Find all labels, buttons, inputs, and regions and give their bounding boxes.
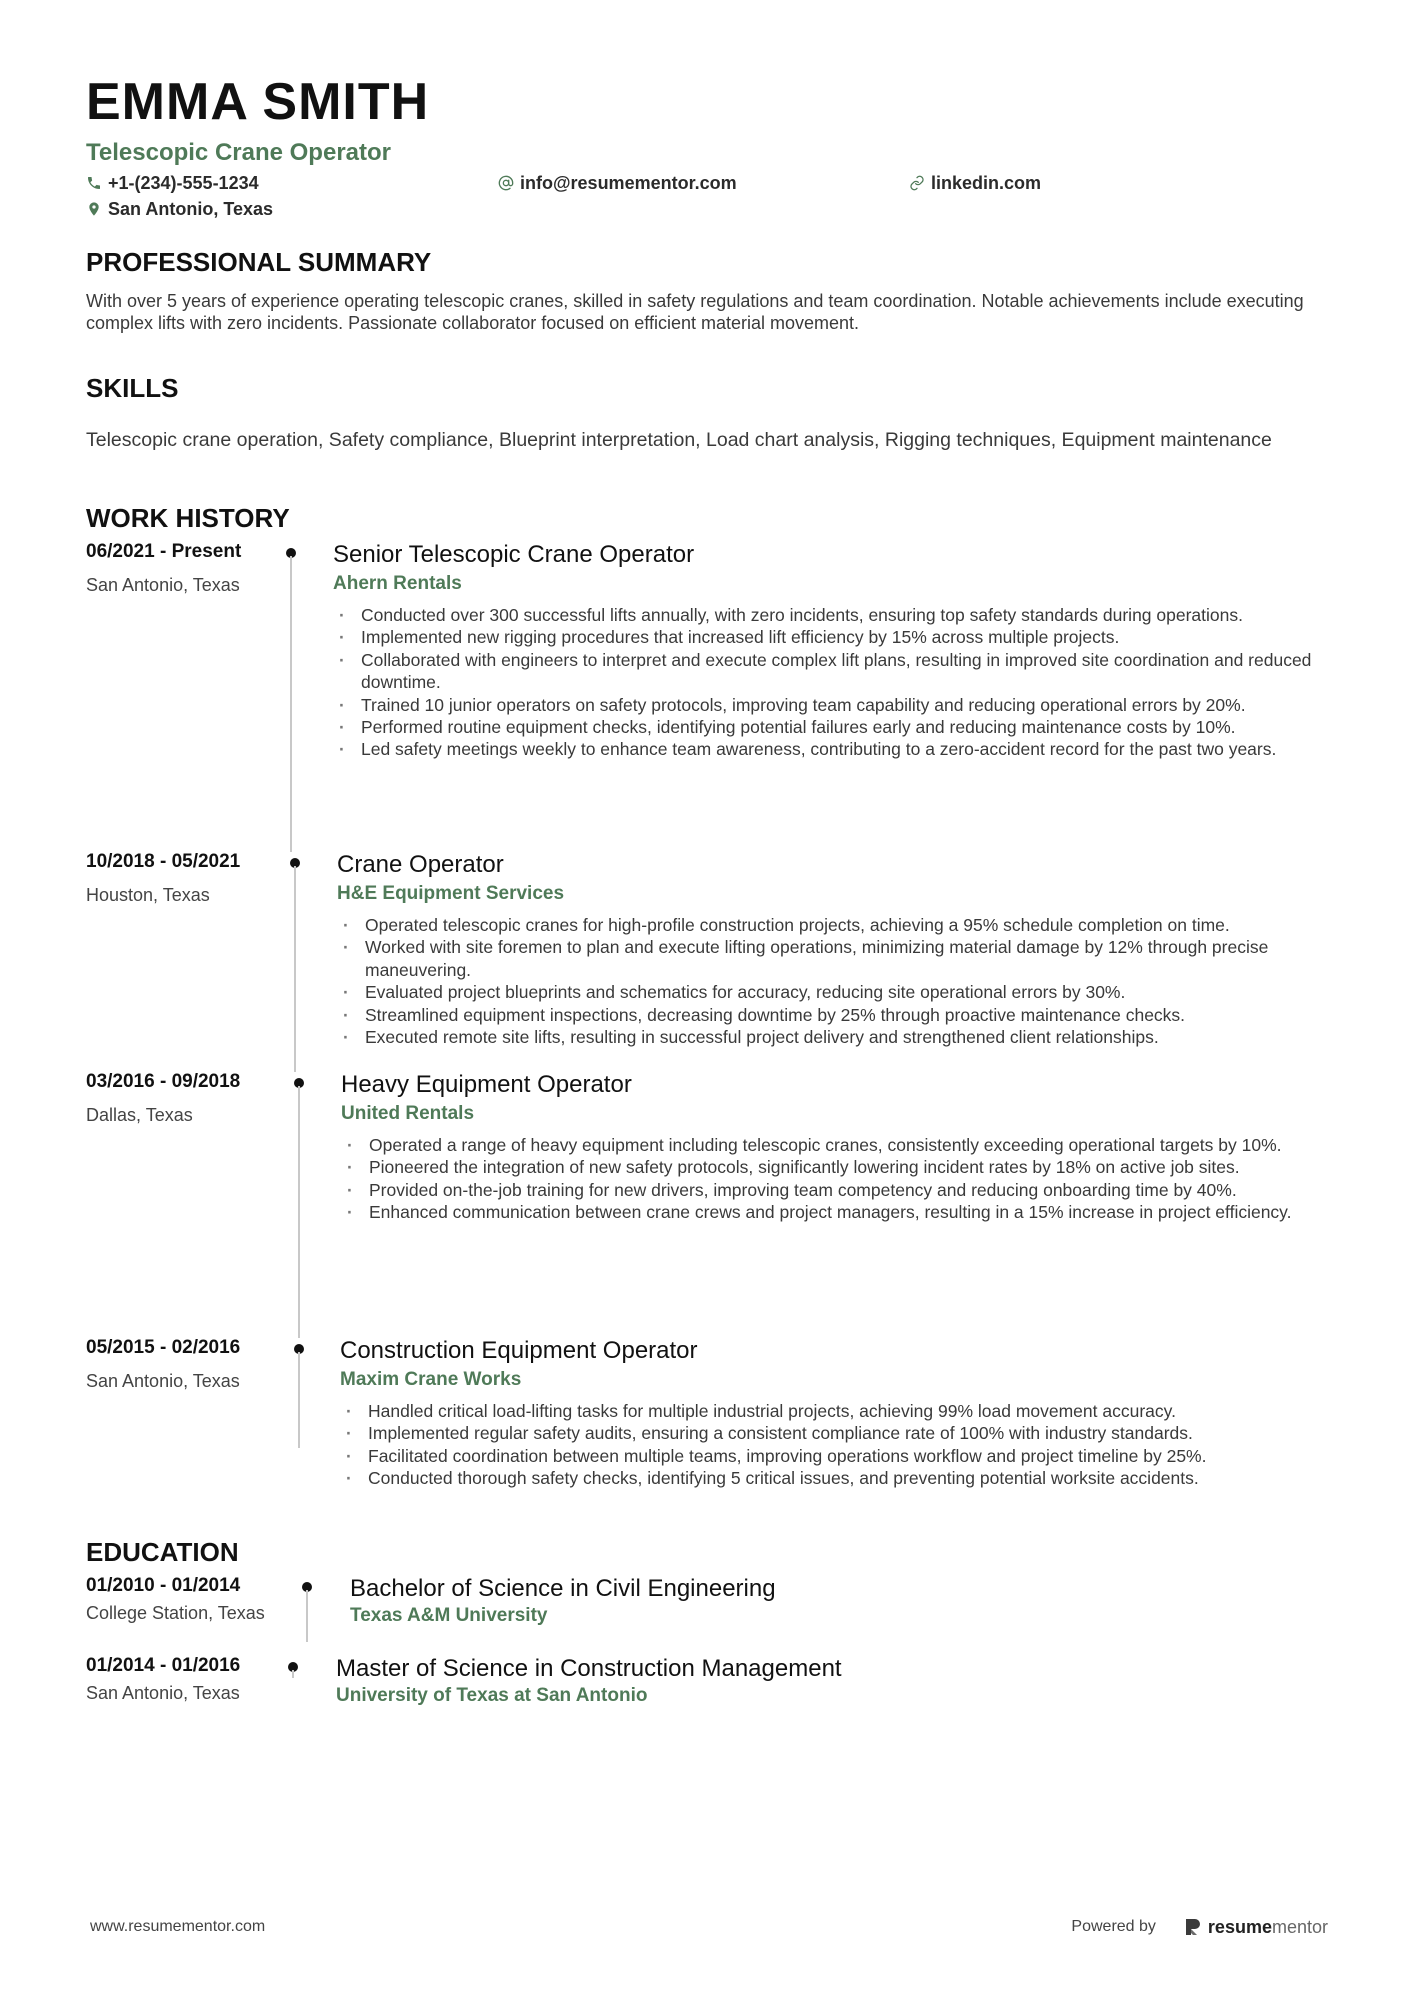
list-item: · Conducted over 300 successful lifts annually, with zero incidents, ensuring top safety standards during operations. — [333, 604, 1333, 626]
list-item: · Worked with site foremen to plan and execute lifting operations, minimizing material damage by 12% through precise maneuvering. — [337, 936, 1337, 981]
work-date: 03/2016 - 09/2018 — [86, 1071, 241, 1092]
timeline-line — [294, 866, 296, 1072]
work-location: Dallas, Texas — [86, 1105, 193, 1125]
list-item: · Operated a range of heavy equipment including telescopic cranes, consistently exceeding operational targets by 10%. — [341, 1134, 1341, 1156]
linkedin-link[interactable]: linkedin.com — [931, 173, 1042, 193]
summary-text: With over 5 years of experience operating telescopic cranes, skilled in safety regulations and team coordination. Notable achievements include executing complex lifts with zero incidents. Passionate collaborator focused on efficient material movement. — [86, 291, 1304, 333]
school-name: University of Texas at San Antonio — [336, 1685, 648, 1706]
work-entry — [86, 850, 1328, 1070]
achievement-list — [333, 604, 1333, 761]
degree-title: Master of Science in Construction Management — [336, 1655, 842, 1682]
achievement-list — [337, 914, 1337, 1048]
work-entry — [86, 1070, 1328, 1336]
skills-heading: SKILLS — [86, 373, 179, 403]
powered-by-label: Powered by — [1071, 1918, 1156, 1935]
footer-branding — [1071, 1916, 1328, 1938]
education-location: College Station, Texas — [86, 1603, 265, 1623]
location-contact — [86, 198, 273, 220]
skills-section — [86, 372, 1328, 452]
list-item: · Led safety meetings weekly to enhance team awareness, contributing to a zero-accident record for the past two years. — [333, 738, 1333, 760]
list-item: · Evaluated project blueprints and schematics for accuracy, reducing site operational errors by 30%. — [337, 981, 1337, 1003]
summary-heading: PROFESSIONAL SUMMARY — [86, 247, 432, 277]
company-name: H&E Equipment Services — [337, 883, 565, 904]
at-sign-icon — [498, 175, 514, 191]
company-name: Ahern Rentals — [333, 573, 462, 594]
email-contact[interactable] — [498, 172, 737, 194]
education-location: San Antonio, Texas — [86, 1683, 240, 1703]
list-item: · Conducted thorough safety checks, identifying 5 critical issues, and preventing potential worksite accidents. — [340, 1467, 1340, 1489]
timeline-line — [290, 556, 292, 852]
list-item: · Handled critical load-lifting tasks for multiple industrial projects, achieving 99% load movement accuracy. — [340, 1400, 1340, 1422]
timeline-line — [306, 1590, 308, 1642]
school-name: Texas A&M University — [350, 1605, 548, 1626]
list-item: · Collaborated with engineers to interpret and execute complex lift plans, resulting in improved site coordination and reduced downtime. — [333, 649, 1333, 694]
brand-name-light: mentor — [1271, 1917, 1328, 1937]
timeline-line — [298, 1352, 300, 1448]
work-location: San Antonio, Texas — [86, 1371, 240, 1391]
list-item: · Trained 10 junior operators on safety protocols, improving team capability and reducing operational errors by 20%. — [333, 694, 1333, 716]
phone-contact — [86, 172, 259, 194]
phone-icon — [86, 175, 102, 191]
list-item: · Streamlined equipment inspections, decreasing downtime by 25% through proactive maintenance checks. — [337, 1004, 1337, 1026]
timeline-line — [298, 1086, 300, 1338]
degree-title: Bachelor of Science in Civil Engineering — [350, 1575, 776, 1602]
list-item: · Implemented regular safety audits, ensuring a consistent compliance rate of 100% with industry standards. — [340, 1422, 1340, 1444]
work-entry — [86, 1336, 1328, 1528]
list-item: · Facilitated coordination between multiple teams, improving operations workflow and project timeline by 25%. — [340, 1445, 1340, 1467]
location-text: San Antonio, Texas — [108, 199, 274, 219]
list-item: · Enhanced communication between crane crews and project managers, resulting in a 15% increase in project efficiency. — [341, 1201, 1341, 1223]
education-section — [86, 1536, 1328, 1724]
brand-name-bold: resume — [1207, 1917, 1272, 1937]
linkedin-contact[interactable] — [909, 172, 1041, 194]
footer-website-link[interactable]: www.resumementor.com — [90, 1918, 266, 1935]
summary-section — [86, 246, 1328, 334]
company-name: United Rentals — [341, 1103, 475, 1124]
work-date: 10/2018 - 05/2021 — [86, 851, 241, 872]
work-history-heading: WORK HISTORY — [86, 503, 290, 533]
work-history-section — [86, 502, 1328, 1528]
list-item: · Pioneered the integration of new safety protocols, significantly lowering incident rates by 18% on active job sites. — [341, 1156, 1341, 1178]
achievement-list — [341, 1134, 1341, 1224]
list-item: · Provided on-the-job training for new drivers, improving team competency and reducing onboarding time by 40%. — [341, 1179, 1341, 1201]
contact-info — [86, 172, 1328, 222]
education-heading: EDUCATION — [86, 1537, 239, 1567]
education-entry — [86, 1654, 1328, 1724]
link-icon — [909, 175, 925, 191]
phone-number: +1-(234)-555-1234 — [108, 173, 259, 193]
candidate-role: Telescopic Crane Operator — [86, 139, 391, 166]
work-location: San Antonio, Texas — [86, 575, 240, 595]
list-item: · Performed routine equipment checks, identifying potential failures early and reducing maintenance costs by 10%. — [333, 716, 1333, 738]
job-title: Senior Telescopic Crane Operator — [333, 541, 695, 568]
work-date: 06/2021 - Present — [86, 541, 242, 562]
list-item: · Operated telescopic cranes for high-profile construction projects, achieving a 95% schedule completion on time. — [337, 914, 1337, 936]
work-entry — [86, 540, 1328, 850]
job-title: Construction Equipment Operator — [340, 1337, 698, 1364]
timeline-line — [292, 1670, 294, 1678]
brand-logo[interactable] — [1184, 1916, 1328, 1938]
education-date: 01/2014 - 01/2016 — [86, 1655, 241, 1676]
page-footer — [90, 1916, 1328, 1946]
work-location: Houston, Texas — [86, 885, 210, 905]
list-item: · Executed remote site lifts, resulting in successful project delivery and strengthened client relationships. — [337, 1026, 1337, 1048]
job-title: Crane Operator — [337, 851, 504, 878]
map-pin-icon — [86, 201, 102, 217]
education-entry — [86, 1574, 1328, 1654]
company-name: Maxim Crane Works — [340, 1369, 522, 1390]
email-address[interactable]: info@resumementor.com — [520, 173, 737, 193]
work-date: 05/2015 - 02/2016 — [86, 1337, 241, 1358]
job-title: Heavy Equipment Operator — [341, 1071, 632, 1098]
education-date: 01/2010 - 01/2014 — [86, 1575, 241, 1596]
candidate-name: EMMA SMITH — [86, 73, 430, 131]
resumementor-logo-icon — [1184, 1917, 1202, 1937]
list-item: · Implemented new rigging procedures that increased lift efficiency by 15% across multiple projects. — [333, 626, 1333, 648]
resume-page — [86, 72, 1328, 1724]
achievement-list — [340, 1400, 1340, 1490]
skills-text: Telescopic crane operation, Safety compliance, Blueprint interpretation, Load chart analysis, Rigging techniques, Equipment maintenance — [86, 429, 1272, 451]
